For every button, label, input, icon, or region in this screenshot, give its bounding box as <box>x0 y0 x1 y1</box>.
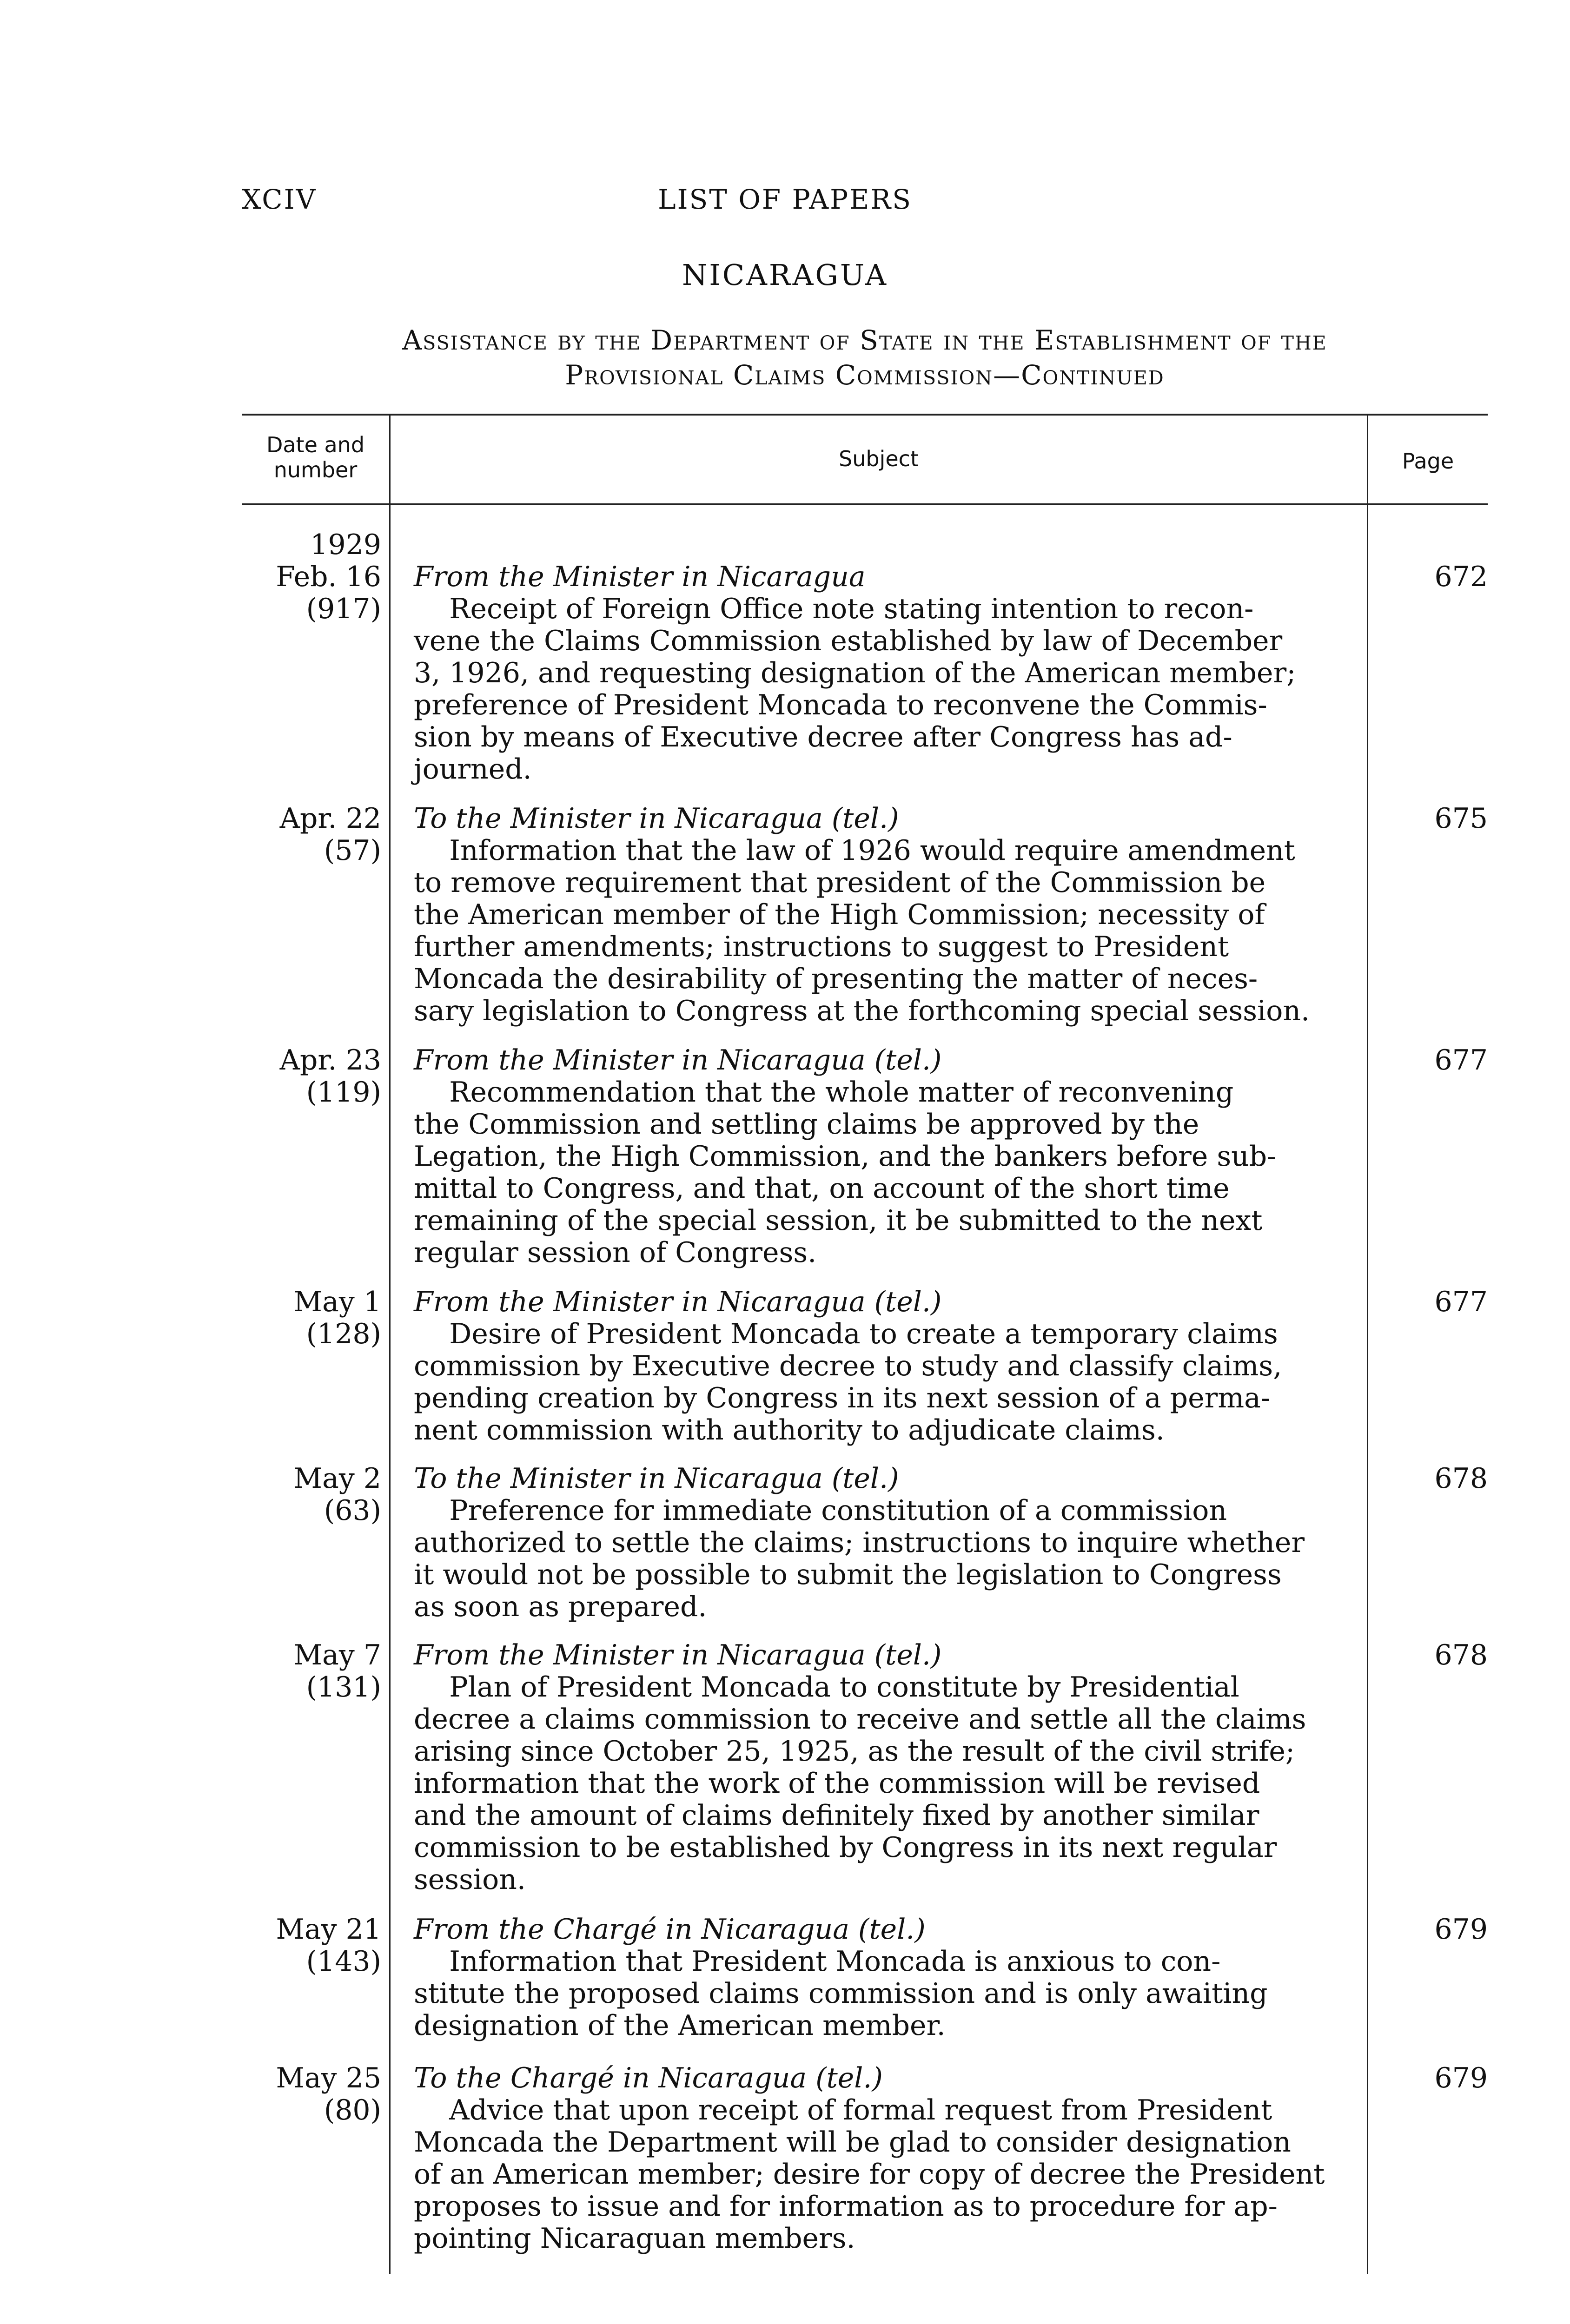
running-title: LIST OF PAPERS <box>658 184 912 215</box>
entry-description: Information that President Moncada is anxious to con- stitute the proposed claims commission and is only awaiting designation of the American member. <box>414 1945 1268 2042</box>
entry-source: From the Minister in Nicaragua (tel.) <box>414 1286 942 1318</box>
entry-description: Receipt of Foreign Office note stating intention to recon- vene the Claims Commission established by law of December 3, 1926, and requesting designation of the American member; preference of President Moncada to reconvene the Commis- sion by means of Executive decree after Congress has ad- journed. <box>414 593 1296 786</box>
entry-page: 679 <box>1434 1913 1488 1946</box>
entry-date: Apr. 23 <box>279 1044 381 1076</box>
entry-date: May 25 <box>276 2062 381 2094</box>
column-header-date-line-1: Date and <box>266 432 365 457</box>
entry-date: May 7 <box>293 1639 381 1671</box>
entry-page: 677 <box>1434 1044 1488 1076</box>
entry-subject <box>414 1639 1570 1896</box>
entry-number: (57) <box>324 834 381 867</box>
column-header-date-line-2: number <box>273 457 358 482</box>
subheading-line-1: Assistance by the Department of State in the Establishment of the <box>402 324 1327 356</box>
entry-number: (80) <box>324 2094 381 2126</box>
column-header-page: Page <box>1402 449 1454 474</box>
date-column-divider <box>389 415 391 2274</box>
entry-source: To the Minister in Nicaragua (tel.) <box>414 1462 899 1495</box>
section-subheading <box>242 323 1488 393</box>
entry-page: 677 <box>1434 1286 1488 1318</box>
entry-page: 678 <box>1434 1462 1488 1495</box>
entry-source: From the Chargé in Nicaragua (tel.) <box>414 1913 926 1946</box>
entry-subject <box>414 561 1570 786</box>
subheading-line-2: Provisional Claims Commission—Continued <box>565 359 1165 391</box>
country-heading: NICARAGUA <box>682 258 888 292</box>
entry-source: From the Minister in Nicaragua <box>414 561 866 593</box>
entry-date: May 21 <box>276 1913 381 1946</box>
entry-description: Preference for immediate constitution of a commission authorized to settle the claims; instructions to inquire whether it would not be possible to submit the legislation to Congress as soon as prepared. <box>414 1494 1305 1623</box>
entry-date: Feb. 16 <box>276 561 381 593</box>
entry-description: Recommendation that the whole matter of reconvening the Commission and settling claims be approved by the Legation, the High Commission, and the bankers before sub- mittal to Congress, and that, on account of the short time remaining of the special session, it be submitted to the next regular session of Congress. <box>414 1076 1277 1269</box>
year-label: 1929 <box>310 528 381 561</box>
entry-description: Plan of President Moncada to constitute by Presidential decree a claims commission to receive and settle all the claims arising since October 25, 1925, as the result of the civil strife; information that the work of the commission will be revised and the amount of claims definitely fixed by another similar commission to be established by Congress in its next regular session. <box>414 1671 1306 1896</box>
entry-subject <box>414 1044 1570 1269</box>
column-header-subject: Subject <box>839 446 919 471</box>
entry-page: 675 <box>1434 802 1488 835</box>
entry-date: Apr. 22 <box>279 802 381 835</box>
entry-source: From the Minister in Nicaragua (tel.) <box>414 1639 942 1671</box>
entry-date: May 1 <box>293 1286 381 1318</box>
entry-date: May 2 <box>293 1462 381 1495</box>
entry-description: Advice that upon receipt of formal request from President Moncada the Department will be glad to consider designation of an American member; desire for copy of decree the President proposes to issue and for information as to procedure for ap- pointing Nicaraguan members. <box>414 2094 1325 2255</box>
entry-description: Information that the law of 1926 would require amendment to remove requirement that president of the Commission be the American member of the High Commission; necessity of further amendments; instructions to suggest to President Moncada the desirability of presenting the matter of neces- sary legislation to Congress at the forthcoming special session. <box>414 834 1310 1027</box>
entry-page: 679 <box>1434 2062 1488 2094</box>
entry-number: (119) <box>306 1076 381 1109</box>
entry-number: (917) <box>306 593 381 625</box>
entry-number: (143) <box>306 1945 381 1978</box>
table-top-rule <box>242 414 1488 416</box>
entry-source: From the Minister in Nicaragua (tel.) <box>414 1044 942 1076</box>
entry-page: 672 <box>1434 561 1488 593</box>
entry-subject <box>414 803 1570 1027</box>
table-header-rule <box>242 503 1488 505</box>
entry-description: Desire of President Moncada to create a temporary claims commission by Executive decree to study and classify claims, pending creation by Congress in its next session of a perma- nent commission with authority to adjudicate claims. <box>414 1318 1282 1446</box>
entry-page: 678 <box>1434 1639 1488 1671</box>
entry-number: (131) <box>306 1671 381 1703</box>
entry-number: (128) <box>306 1318 381 1350</box>
entry-source: To the Chargé in Nicaragua (tel.) <box>414 2062 883 2094</box>
page-number: XCIV <box>242 184 317 215</box>
entry-number: (63) <box>324 1494 381 1527</box>
column-header-date <box>242 432 389 482</box>
entry-source: To the Minister in Nicaragua (tel.) <box>414 802 899 835</box>
